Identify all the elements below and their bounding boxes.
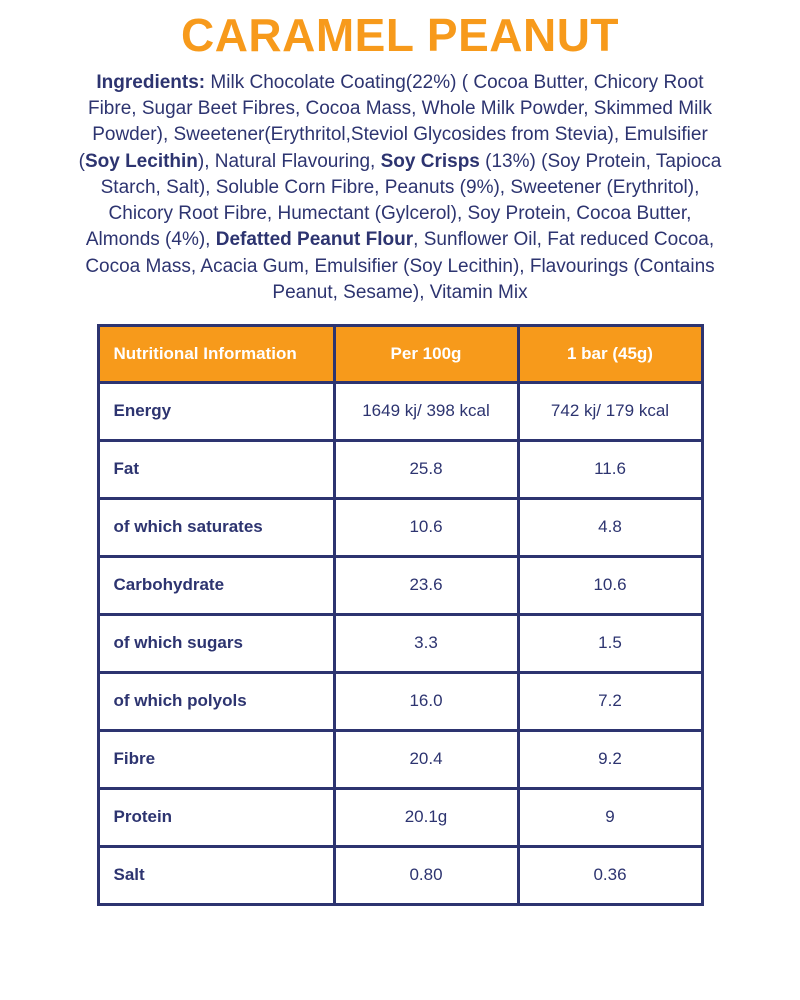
row-label: of which polyols <box>98 672 334 730</box>
table-row-fibre <box>98 730 702 788</box>
row-per-100g-value: 1649 kj/ 398 kcal <box>334 382 518 440</box>
table-row-fat <box>98 440 702 498</box>
table-row-polyols <box>98 672 702 730</box>
row-label: Fibre <box>98 730 334 788</box>
row-per-bar-value: 742 kj/ 179 kcal <box>518 382 702 440</box>
table-row-carbohydrate <box>98 556 702 614</box>
row-per-bar-value: 11.6 <box>518 440 702 498</box>
row-per-bar-value: 10.6 <box>518 556 702 614</box>
row-per-bar-value: 1.5 <box>518 614 702 672</box>
ingredients-paragraph <box>76 70 724 306</box>
row-label: Fat <box>98 440 334 498</box>
row-label: Salt <box>98 846 334 904</box>
page-title: CARAMEL PEANUT <box>180 9 620 61</box>
ingredients-text-segment: , Sunflower Oil, Fat reduced Cocoa, Cocoa Mass, Acacia Gum, Emulsifier (Soy Lecithin), Flavourings (Contains Peanut, Sesame), Vitamin Mix <box>85 229 715 303</box>
row-per-100g-value: 3.3 <box>334 614 518 672</box>
row-label: of which saturates <box>98 498 334 556</box>
row-per-100g-value: 23.6 <box>334 556 518 614</box>
ingredients-bold-soy-lecithin: Soy Lecithin <box>84 150 198 172</box>
ingredients-text-segment: (13%) (Soy Protein, Tapioca Starch, Salt), Soluble Corn Fibre, Peanuts (9%), Sweetener (Erythritol), Chicory Root Fibre, Humectant (Gylcerol), Soy Protein, Cocoa Butter, Almonds (4%), <box>85 150 722 251</box>
row-per-bar-value: 0.36 <box>518 846 702 904</box>
row-per-bar-value: 9 <box>518 788 702 846</box>
row-per-bar-value: 9.2 <box>518 730 702 788</box>
row-per-100g-value: 20.4 <box>334 730 518 788</box>
table-row-protein <box>98 788 702 846</box>
ingredients-text-segment: ), Natural Flavouring, <box>197 150 381 172</box>
row-per-100g-value: 16.0 <box>334 672 518 730</box>
row-per-bar-value: 4.8 <box>518 498 702 556</box>
row-label: of which sugars <box>98 614 334 672</box>
table-row-salt <box>98 846 702 904</box>
nutrition-table <box>97 324 704 906</box>
row-per-bar-value: 7.2 <box>518 672 702 730</box>
row-label: Energy <box>98 382 334 440</box>
row-per-100g-value: 20.1g <box>334 788 518 846</box>
row-label: Carbohydrate <box>98 556 334 614</box>
header-nutritional-information: Nutritional Information <box>98 325 334 382</box>
ingredients-bold-soy-crisps: Soy Crisps <box>380 150 480 172</box>
row-per-100g-value: 10.6 <box>334 498 518 556</box>
ingredients-bold-defatted-peanut-flour: Defatted Peanut Flour <box>215 229 414 251</box>
header-per-100g: Per 100g <box>334 325 518 382</box>
table-row-sugars <box>98 614 702 672</box>
table-header-row <box>98 325 702 382</box>
ingredients-label: Ingredients: <box>96 72 206 93</box>
row-label: Protein <box>98 788 334 846</box>
row-per-100g-value: 25.8 <box>334 440 518 498</box>
ingredients-text-segment: Milk Chocolate Coating(22%) ( Cocoa Butter, Chicory Root Fibre, Sugar Beet Fibres, Cocoa Mass, Whole Milk Powder, Skimmed Milk Powder), Sweetener(Erythritol,Steviol Glycosides from Stevia), Emulsifier ( <box>78 72 713 172</box>
header-1-bar-45g: 1 bar (45g) <box>518 325 702 382</box>
row-per-100g-value: 0.80 <box>334 846 518 904</box>
table-row-energy <box>98 382 702 440</box>
table-row-saturates <box>98 498 702 556</box>
